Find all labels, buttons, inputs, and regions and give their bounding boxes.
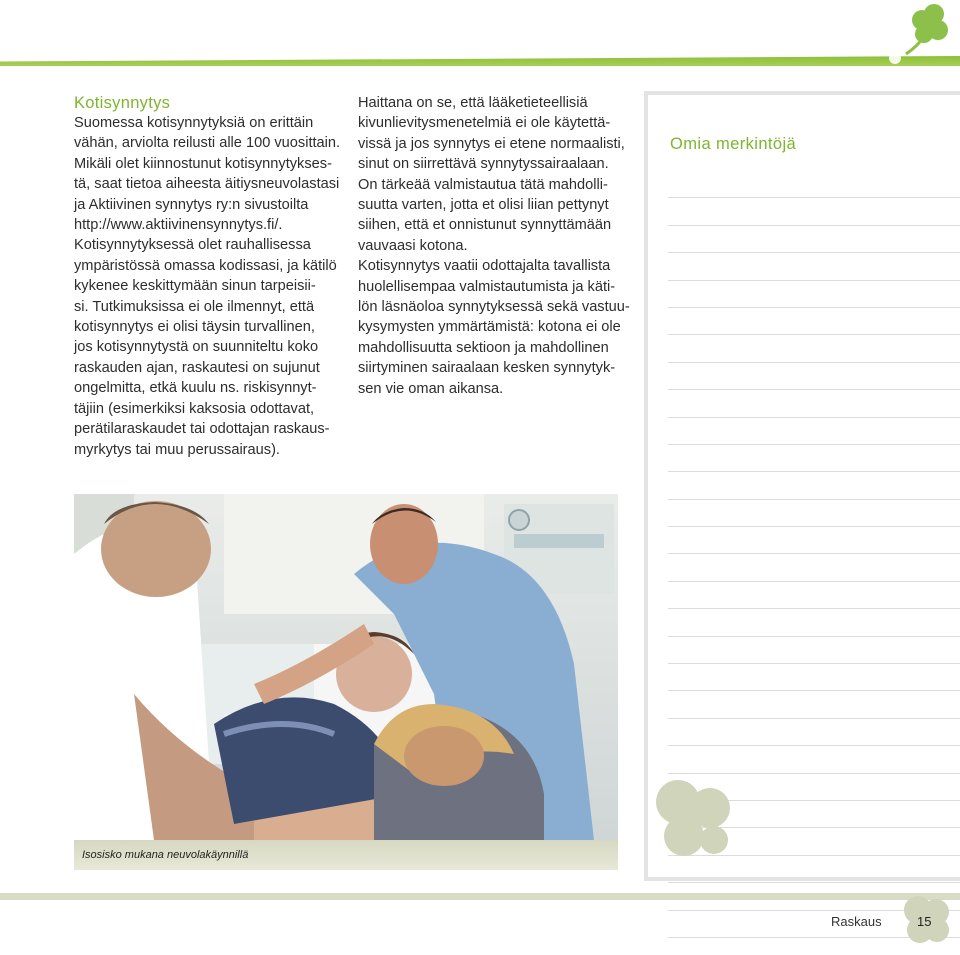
notes-writing-line — [668, 281, 960, 308]
notes-writing-line — [668, 609, 960, 636]
notes-writing-line — [668, 500, 960, 527]
notes-writing-line — [668, 554, 960, 581]
middle-text-column — [358, 93, 630, 399]
photo-caption: Isosisko mukana neuvolakäynnillä — [82, 849, 249, 861]
section-heading: Kotisynnytys — [74, 94, 171, 112]
footer-section-label: Raskaus — [831, 914, 882, 929]
notes-writing-line — [668, 335, 960, 362]
notes-writing-line — [668, 472, 960, 499]
notes-writing-line — [668, 171, 960, 198]
notes-writing-line — [668, 691, 960, 718]
notes-writing-line — [668, 363, 960, 390]
notes-writing-line — [668, 582, 960, 609]
photo-caption-bar — [74, 840, 618, 870]
notes-writing-line — [668, 445, 960, 472]
top-green-band — [0, 56, 960, 66]
notes-writing-line — [668, 308, 960, 335]
notes-writing-line — [668, 664, 960, 691]
clover-leaf-icon — [644, 772, 742, 872]
left-text-column — [74, 93, 346, 460]
notes-writing-line — [668, 198, 960, 225]
bottom-band — [0, 893, 960, 900]
middle-body-text: Haittana on se, että lääketieteellisiä kivunlievitysmenetelmiä ei ole käytettä- vissä ja jos synnytys ei etene normaalisti, sinut on siirrettävä synnytyssairaalaan. On tärkeää valmistautua tätä mahdolli- suutta varten, jotta et olisi liian pettynyt siihen, että et onnistunut synnyttämään vauvaasi kotona. Kotisynnytys vaatii odottajalta tavallista huolellisempaa valmistautumista ja käti- lön läsnäoloa synnytyksessä sekä vastuu- kysymysten ymmärtämistä: kotona ei ole mahdollisuutta sektioon ja mahdollinen siirtyminen sairaalaan kesken synnytyk- sen vie oman aikansa. — [358, 95, 630, 397]
notes-writing-line — [668, 527, 960, 554]
notes-writing-line — [668, 637, 960, 664]
notes-writing-line — [668, 390, 960, 417]
notes-writing-line — [668, 253, 960, 280]
notes-panel — [644, 91, 960, 881]
notes-writing-line — [668, 418, 960, 445]
photo-illustration — [74, 494, 618, 840]
four-leaf-clover-icon — [872, 2, 958, 64]
notes-writing-line — [668, 746, 960, 773]
notes-writing-line — [668, 226, 960, 253]
left-body-text: Suomessa kotisynnytyksiä on erittäin vähän, arviolta reilusti alle 100 vuosittain. Mikäli olet kiinnostunut kotisynnytykses- tä, saat tietoa aiheesta äitiysneuvolastasi ja Aktiivinen synnytys ry:n sivustoilta http://www.aktiivinensynnytys.fi/. Kotisynnytyksessä olet rauhallisessa ympäristössä omassa kodissasi, ja kätilö kykenee keskittymään sinun tarpeisii- si. Tutkimuksissa ei ole ilmennyt, että kotisynnytys ei olisi täysin turvallinen, jos kotisynnytystä on suunniteltu koko raskauden ajan, raskautesi on sujunut ongelmitta, etkä kuulu ns. riskisynnyt- täjiin (esimerkiksi kaksosia odottavat, perätilaraskaudet tai odottajan raskaus- myrkytys tai muu perussairaus). — [74, 115, 341, 458]
notes-writing-line — [668, 719, 960, 746]
photo-family-clinic-visit — [74, 494, 618, 840]
page-number: 15 — [917, 914, 932, 929]
notes-title: Omia merkintöjä — [670, 135, 797, 153]
